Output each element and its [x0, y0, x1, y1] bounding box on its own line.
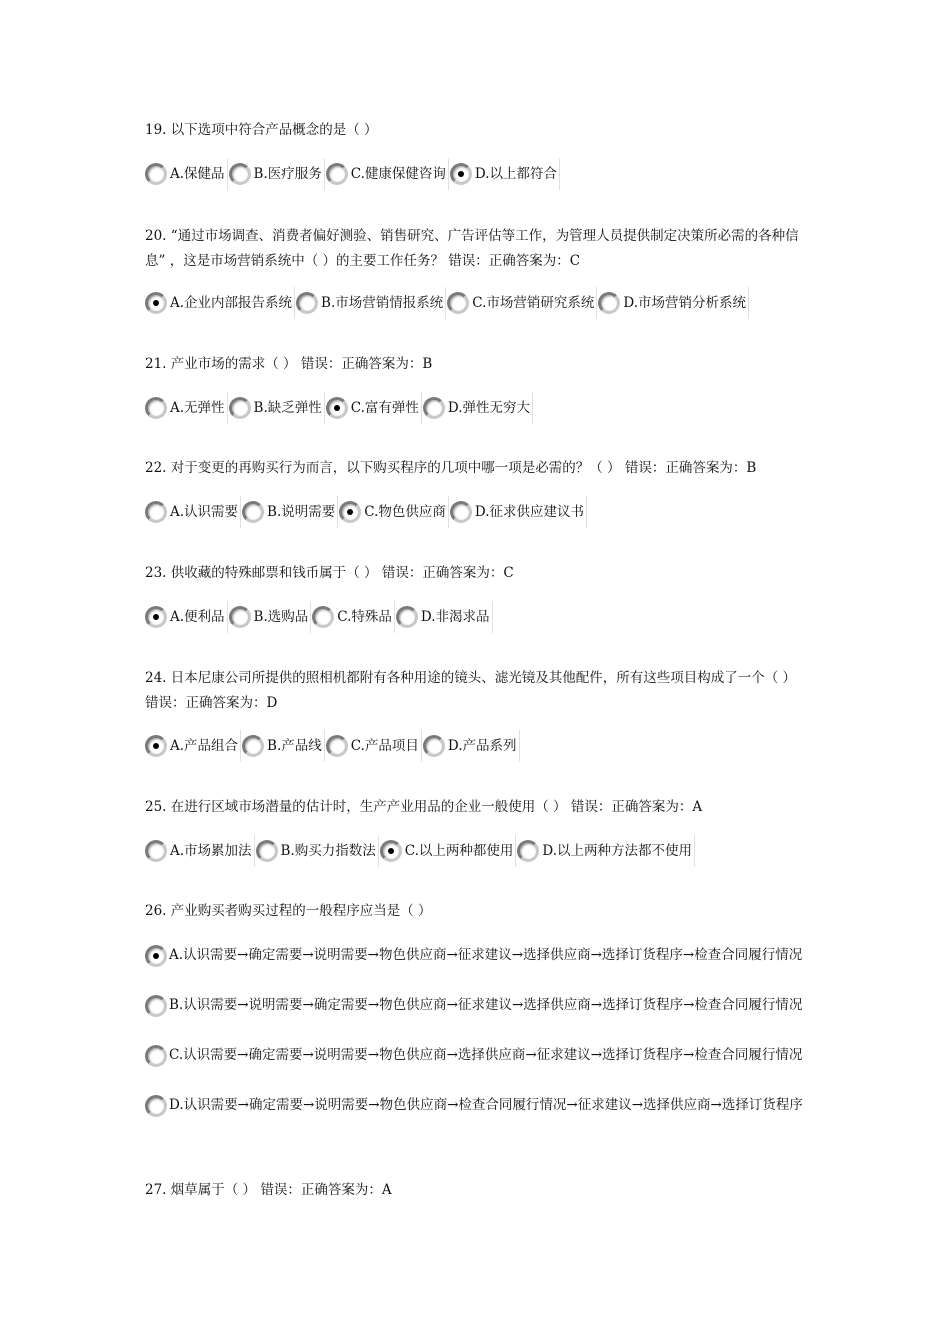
radio-button[interactable] [396, 606, 418, 628]
radio-button[interactable] [145, 840, 167, 862]
radio-button[interactable] [145, 501, 167, 523]
option-a[interactable]: A.认识需要 [145, 496, 241, 528]
option-d[interactable]: D.非渴求品 [396, 601, 493, 633]
option-divider [324, 392, 325, 424]
option-divider [227, 392, 228, 424]
radio-button[interactable] [229, 397, 251, 419]
question-20-options [145, 286, 825, 320]
option-b[interactable]: B.说明需要 [242, 496, 338, 528]
option-divider [378, 835, 379, 867]
option-a[interactable]: A.市场累加法 [145, 835, 255, 867]
radio-button[interactable] [517, 840, 539, 862]
option-d[interactable]: D.认识需要→确定需要→说明需要→物色供应商→检查合同履行情况→征求建议→选择供应商→选择订货程序 [145, 1097, 803, 1113]
radio-button[interactable] [450, 163, 472, 185]
radio-button[interactable] [339, 501, 361, 523]
radio-button[interactable] [326, 163, 348, 185]
option-d[interactable]: D.以上都符合 [450, 158, 560, 190]
option-b[interactable]: B.市场营销情报系统 [296, 287, 446, 319]
radio-button[interactable] [242, 501, 264, 523]
option-divider [748, 287, 749, 319]
option-divider [596, 287, 597, 319]
option-divider [448, 158, 449, 190]
radio-button[interactable] [145, 945, 167, 967]
radio-button[interactable] [312, 606, 334, 628]
question-21-stem: 21. 产业市场的需求（ ） 错误：正确答案为：B [145, 356, 433, 372]
option-divider [324, 158, 325, 190]
radio-button[interactable] [229, 163, 251, 185]
radio-button[interactable] [450, 501, 472, 523]
question-24-options [145, 729, 825, 763]
option-a[interactable]: A.便利品 [145, 601, 228, 633]
option-a[interactable]: A.企业内部报告系统 [145, 287, 295, 319]
radio-button[interactable] [145, 995, 167, 1017]
radio-button[interactable] [326, 397, 348, 419]
question-26-stem: 26. 产业购买者购买过程的一般程序应当是（ ） [145, 903, 432, 919]
option-b[interactable]: B.产品线 [242, 730, 325, 762]
radio-button[interactable] [145, 292, 167, 314]
question-27-stem: 27. 烟草属于（ ） 错误：正确答案为：A [145, 1182, 392, 1198]
radio-button[interactable] [326, 735, 348, 757]
option-divider [421, 392, 422, 424]
option-divider [421, 730, 422, 762]
option-d[interactable]: D.弹性无穷大 [423, 392, 533, 424]
radio-button[interactable] [423, 735, 445, 757]
question-22-stem: 22. 对于变更的再购买行为而言，以下购买程序的几项中哪一项是必需的？（ ） 错误：正确答案为：B [145, 460, 757, 476]
radio-button[interactable] [145, 397, 167, 419]
option-divider [515, 835, 516, 867]
option-c[interactable]: C.以上两种都使用 [380, 835, 517, 867]
radio-button[interactable] [145, 735, 167, 757]
option-divider [559, 158, 560, 190]
option-a[interactable]: A.认识需要→确定需要→说明需要→物色供应商→征求建议→选择供应商→选择订货程序→检查合同履行情况 [145, 947, 802, 963]
radio-button[interactable] [380, 840, 402, 862]
option-b[interactable]: B.缺乏弹性 [229, 392, 325, 424]
radio-button[interactable] [242, 735, 264, 757]
option-divider [324, 730, 325, 762]
radio-button[interactable] [145, 163, 167, 185]
question-21-options [145, 391, 825, 425]
option-divider [394, 601, 395, 633]
option-d[interactable]: D.以上两种方法都不使用 [517, 835, 695, 867]
option-divider [445, 287, 446, 319]
radio-button[interactable] [229, 606, 251, 628]
option-a[interactable]: A.保健品 [145, 158, 228, 190]
question-23-options [145, 600, 825, 634]
radio-button[interactable] [296, 292, 318, 314]
option-divider [337, 496, 338, 528]
radio-button[interactable] [145, 1045, 167, 1067]
option-c[interactable]: C.认识需要→确定需要→说明需要→物色供应商→选择供应商→征求建议→选择订货程序→检查合同履行情况 [145, 1047, 802, 1063]
option-divider [694, 835, 695, 867]
option-divider [240, 496, 241, 528]
question-25-stem: 25. 在进行区域市场潜量的估计时，生产产业用品的企业一般使用（ ） 错误：正确答案为：A [145, 799, 703, 815]
question-23-stem: 23. 供收藏的特殊邮票和钱币属于（ ） 错误：正确答案为：C [145, 565, 514, 581]
option-c[interactable]: C.特殊品 [312, 601, 395, 633]
option-b[interactable]: B.购买力指数法 [256, 835, 379, 867]
option-c[interactable]: C.富有弹性 [326, 392, 422, 424]
radio-button[interactable] [423, 397, 445, 419]
question-19-options [145, 157, 825, 191]
question-20-stem: 20. “通过市场调查、消费者偏好测验、销售研究、广告评估等工作，为管理人员提供制定决策所必需的各种信息” ，这是市场营销系统中（ ）的主要工作任务？ 错误：正确答案为：C [145, 228, 799, 269]
option-a[interactable]: A.无弹性 [145, 392, 228, 424]
option-c[interactable]: C.物色供应商 [339, 496, 449, 528]
option-b[interactable]: B.医疗服务 [229, 158, 325, 190]
option-divider [310, 601, 311, 633]
option-divider [227, 601, 228, 633]
radio-button[interactable] [145, 606, 167, 628]
option-b[interactable]: B.认识需要→说明需要→确定需要→物色供应商→征求建议→选择供应商→选择订货程序→检查合同履行情况 [145, 997, 802, 1013]
question-26-options [145, 930, 810, 1130]
option-d[interactable]: D.征求供应建议书 [450, 496, 587, 528]
option-divider [227, 158, 228, 190]
option-c[interactable]: C.健康保健咨询 [326, 158, 449, 190]
radio-button[interactable] [256, 840, 278, 862]
option-divider [586, 496, 587, 528]
radio-button[interactable] [145, 1095, 167, 1117]
option-divider [240, 730, 241, 762]
option-divider [532, 392, 533, 424]
question-25-options [145, 834, 825, 868]
radio-button[interactable] [447, 292, 469, 314]
option-c[interactable]: C.产品项目 [326, 730, 422, 762]
option-c[interactable]: C.市场营销研究系统 [447, 287, 597, 319]
question-22-options [145, 495, 825, 529]
question-24-stem: 24. 日本尼康公司所提供的照相机都附有各种用途的镜头、滤光镜及其他配件，所有这些项目构成了一个（ ） 错误：正确答案为：D [145, 670, 797, 711]
option-d[interactable]: D.产品系列 [423, 730, 520, 762]
option-divider [448, 496, 449, 528]
option-divider [492, 601, 493, 633]
radio-button[interactable] [598, 292, 620, 314]
option-a[interactable]: A.产品组合 [145, 730, 241, 762]
option-d[interactable]: D.市场营销分析系统 [598, 287, 749, 319]
option-b[interactable]: B.选购品 [229, 601, 312, 633]
option-divider [519, 730, 520, 762]
option-divider [294, 287, 295, 319]
option-divider [254, 835, 255, 867]
question-19-stem: 19. 以下选项中符合产品概念的是（ ） [145, 122, 378, 138]
